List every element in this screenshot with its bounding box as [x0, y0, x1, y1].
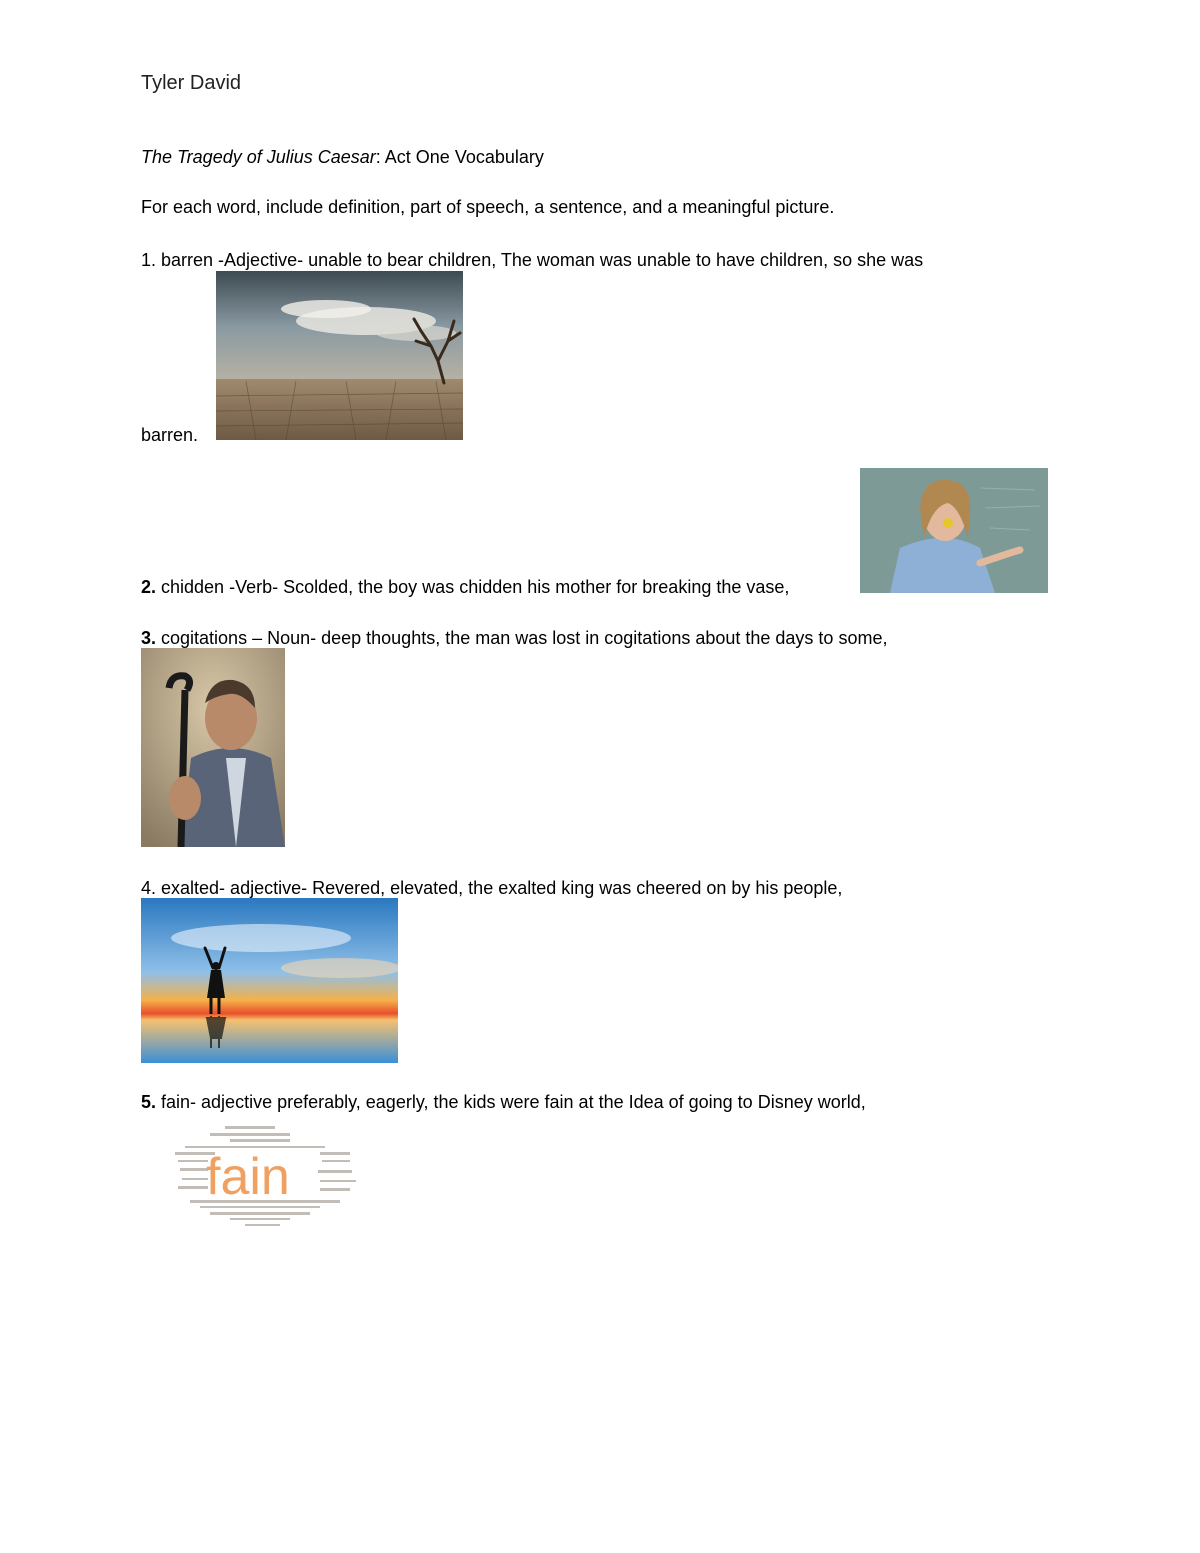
- title-subtitle: : Act One Vocabulary: [375, 147, 544, 167]
- entry-3-body: cogitations – Noun- deep thoughts, the man was lost in cogitations about the days to some,: [156, 628, 888, 648]
- entry-2-number: 2.: [141, 577, 157, 597]
- sunset-silhouette-image: [141, 898, 398, 1063]
- entry-2-body: chidden -Verb- Scolded, the boy was chidden his mother for breaking the vase,: [156, 577, 790, 597]
- entry-4-text: [141, 877, 842, 899]
- fain-word-cloud-image: [170, 1120, 360, 1232]
- entry-3-text: [141, 627, 887, 649]
- entry-4-body: exalted- adjective- Revered, elevated, the exalted king was cheered on by his people,: [156, 878, 843, 898]
- entry-1-continuation: barren.: [141, 425, 199, 445]
- entry-2-text: [141, 576, 789, 598]
- entry-5-body: fain- adjective preferably, eagerly, the kids were fain at the Idea of going to Disney world,: [156, 1092, 866, 1112]
- scolding-teacher-image: [860, 468, 1048, 593]
- title-play-name: The Tragedy of Julius Caesar: [141, 147, 376, 167]
- instructions: For each word, include definition, part of speech, a sentence, and a meaningful picture.: [141, 197, 835, 217]
- entry-5-number: 5.: [141, 1092, 157, 1112]
- barren-desert-tree-image: [216, 271, 463, 440]
- entry-5-text: [141, 1091, 866, 1113]
- thinking-man-cane-image: [141, 648, 285, 847]
- document-title: [141, 146, 544, 168]
- entry-3-number: 3.: [141, 628, 157, 648]
- word-cloud-fain-text: fain: [206, 1148, 290, 1206]
- entry-1-text: 1. barren -Adjective- unable to bear children, The woman was unable to have children, so she was: [141, 250, 924, 270]
- entry-4-number: 4.: [141, 878, 157, 898]
- author-name: Tyler David: [141, 72, 242, 94]
